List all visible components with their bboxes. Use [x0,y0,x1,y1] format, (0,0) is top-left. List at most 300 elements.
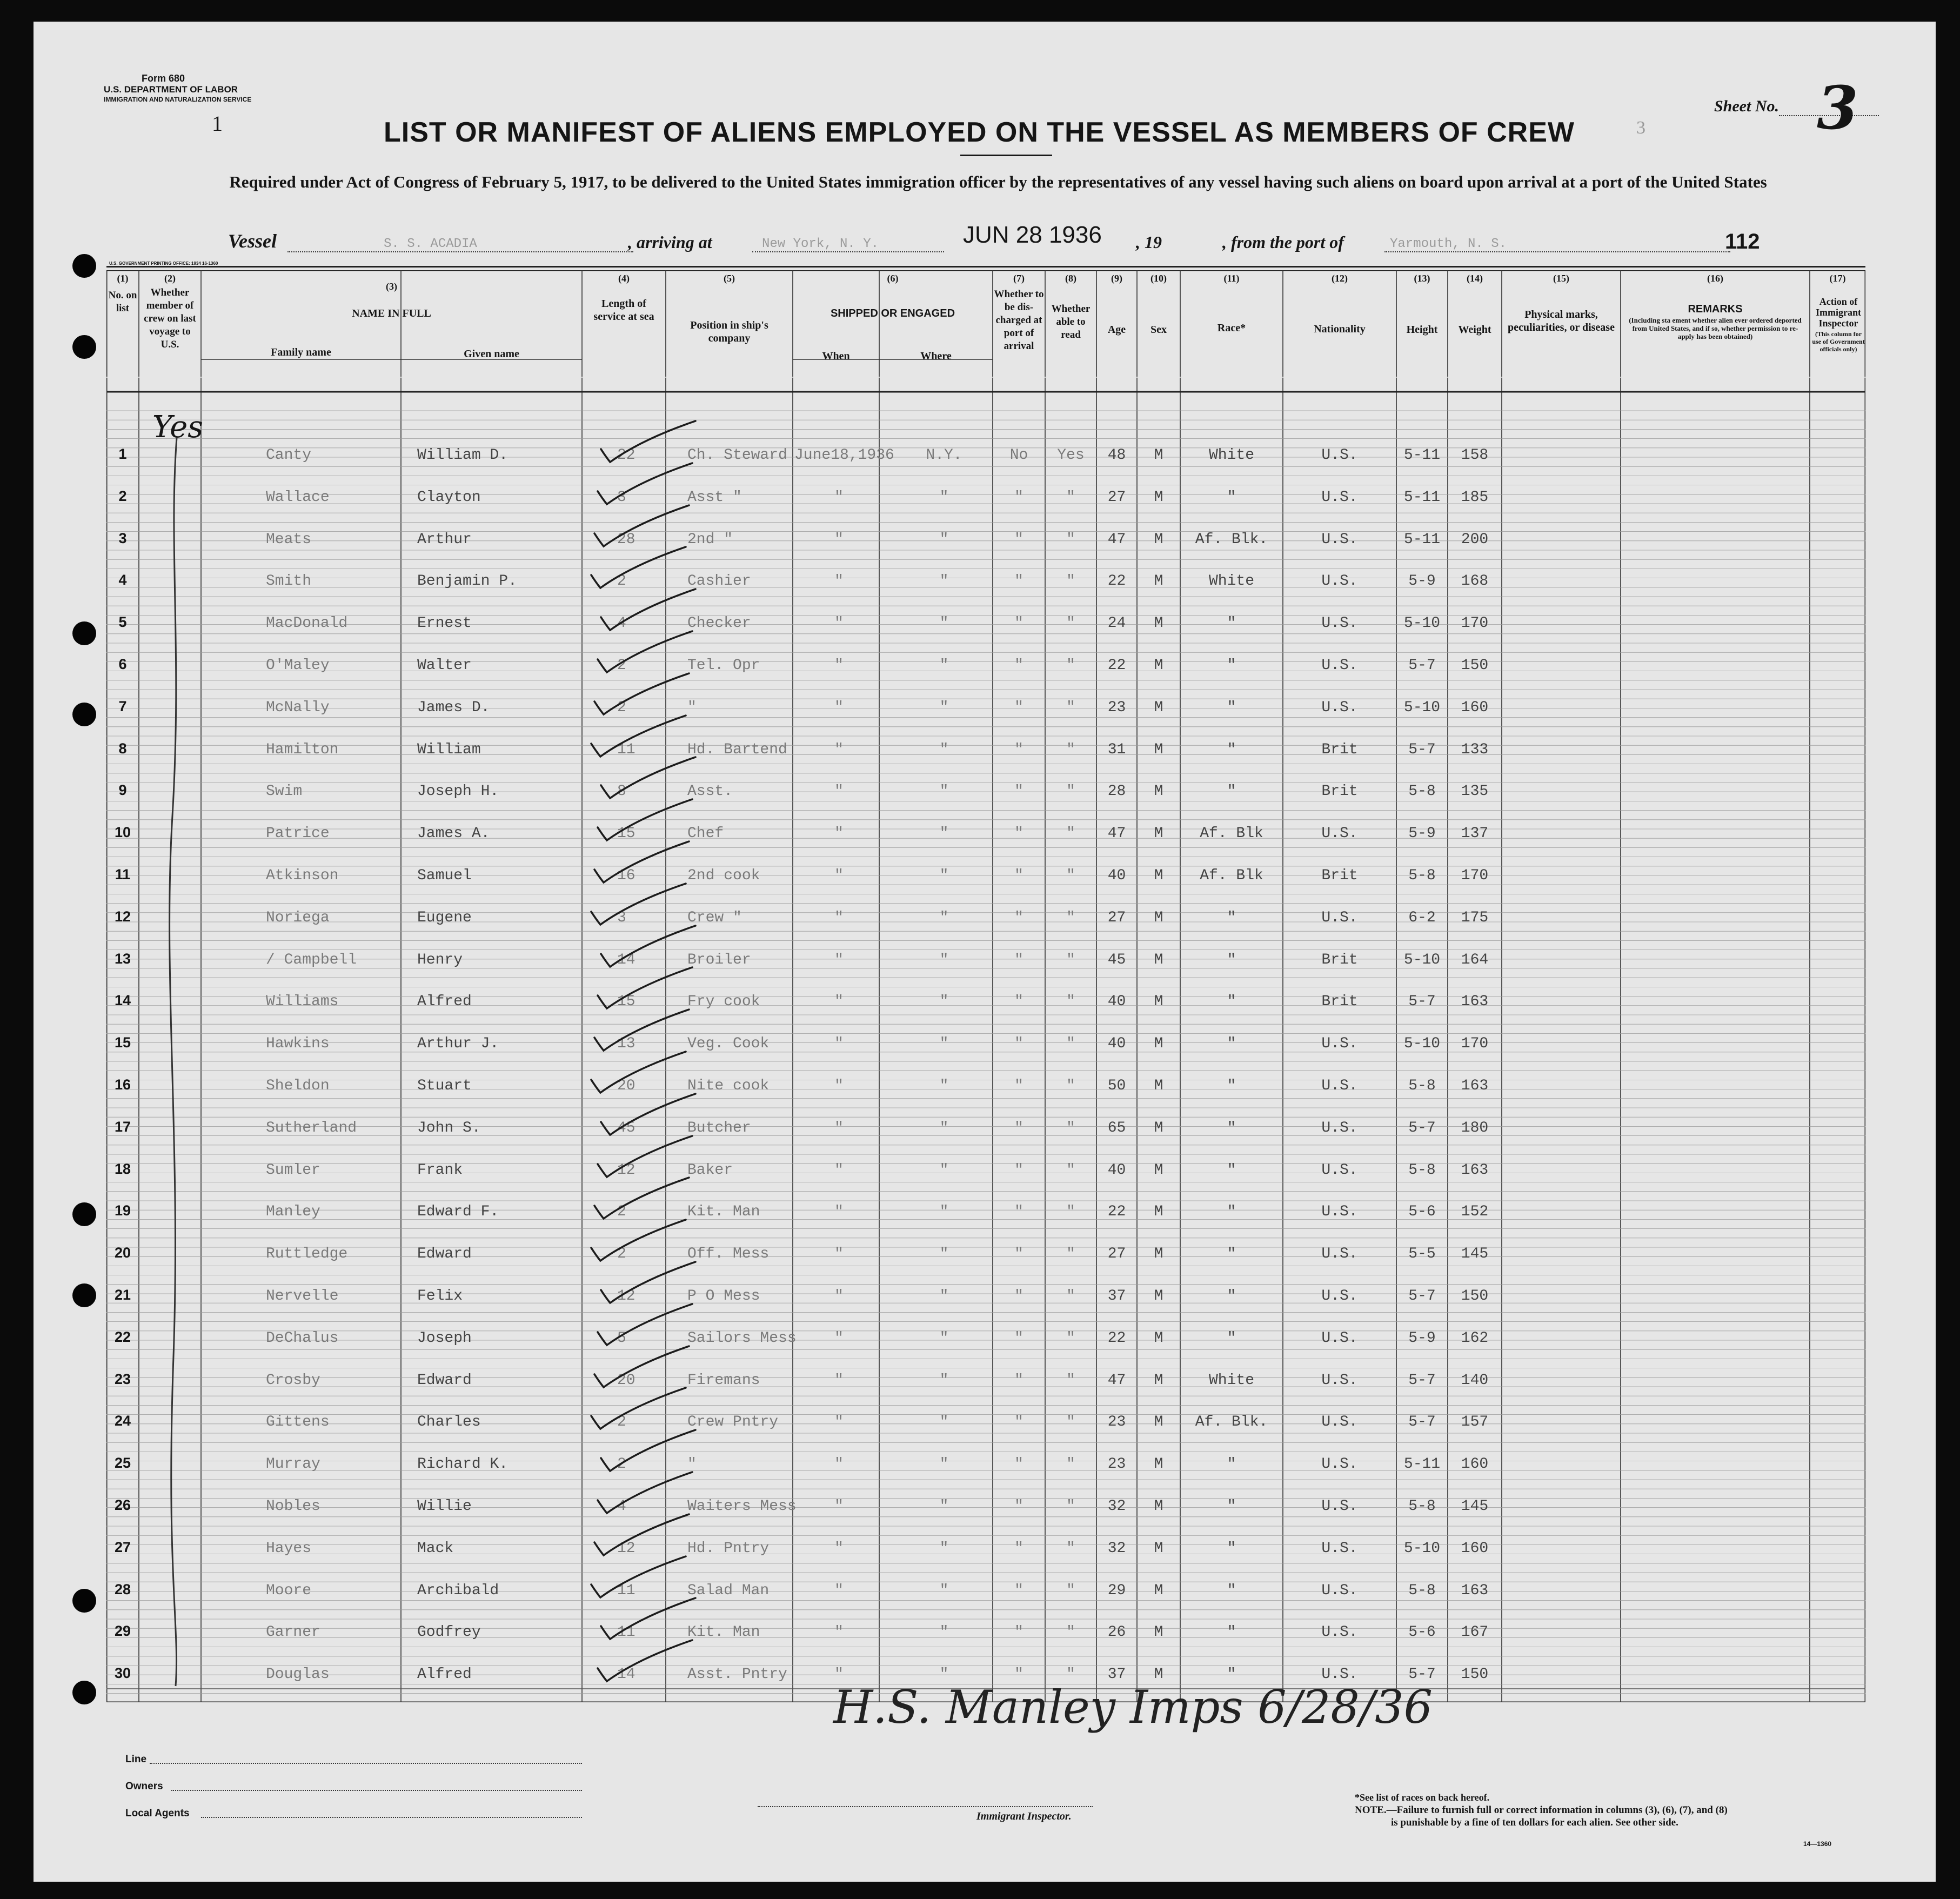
cell-position: Kit. Man [687,1203,760,1221]
cell-discharged: " [1014,1582,1024,1599]
cell-discharged: " [1014,615,1024,632]
check-mark-icon [598,1091,701,1139]
cell-when: " [834,1203,844,1221]
cell-position: " [687,1456,697,1473]
cell-no: 26 [114,1497,131,1513]
cell-discharged: " [1014,1414,1024,1431]
check-mark-stroke [591,1220,686,1261]
cell-race: " [1227,1456,1236,1473]
inspector-label: Immigrant Inspector. [976,1810,1072,1822]
cell-nationality: U.S. [1321,1035,1358,1053]
cell-nationality: U.S. [1321,1078,1358,1094]
cell-position: Kit. Man [687,1624,760,1641]
check-mark-icon [588,1385,691,1433]
line-label: Line [125,1754,147,1765]
year-label: , 19 [1136,232,1162,252]
last-voyage-mark: Yes [152,410,203,445]
check-mark-stroke [598,631,692,672]
cell-weight: 163 [1461,1582,1489,1599]
cell-no: 27 [114,1539,131,1555]
cell-height: 5-8 [1408,1498,1436,1515]
cell-family: Patrice [266,825,330,842]
cell-position: Baker [687,1161,733,1179]
col-header-name: NAME IN FULL [352,307,431,319]
cell-nationality: U.S. [1321,1540,1358,1557]
binder-hole [72,1681,96,1704]
cell-height: 5-7 [1408,1666,1436,1683]
cell-height: 5-9 [1408,573,1436,590]
cell-age: 37 [1107,1666,1126,1683]
cell-service: 2 [617,657,626,674]
cell-race: " [1227,1203,1236,1221]
cell-where: " [939,1372,949,1389]
cell-race: " [1227,489,1236,506]
cell-height: 5-10 [1403,1540,1441,1557]
cell-discharged: " [1014,993,1024,1011]
cell-position: Waiters Mess [687,1498,797,1515]
cell-height: 5-11 [1403,1456,1441,1473]
cell-discharged: " [1014,1119,1024,1136]
cell-no: 21 [114,1287,131,1303]
cell-weight: 168 [1461,573,1489,590]
cell-weight: 163 [1461,993,1489,1011]
cell-given: James D. [417,699,490,716]
cell-discharged: " [1014,1203,1024,1221]
race-note: *See list of races on back hereof. [1355,1792,1490,1803]
cell-given: Edward [417,1246,472,1263]
cell-nationality: U.S. [1321,531,1358,548]
check-mark-stroke [598,1136,692,1177]
cell-position: Sailors Mess [687,1329,797,1347]
cell-discharged: " [1014,741,1024,758]
printing-line: U.S. GOVERNMENT PRINTING OFFICE: 1934 16-1360 [109,261,218,266]
cell-nationality: Brit [1321,867,1358,884]
cell-family: Manley [266,1203,320,1221]
cell-age: 47 [1107,1372,1126,1389]
cell-read: " [1066,1624,1075,1641]
colnum-11: (11) [1223,273,1240,284]
cell-service: 16 [617,867,636,884]
cell-given: Alfred [417,993,472,1011]
cell-when: " [834,489,844,506]
cell-when: " [834,1456,844,1473]
check-mark-icon [588,1048,691,1097]
cell-when: " [834,657,844,674]
check-mark-icon [592,1511,694,1560]
cell-weight: 164 [1461,951,1489,968]
cell-when: " [834,699,844,716]
cell-discharged: " [1014,1078,1024,1094]
check-mark-icon [598,922,701,971]
cell-weight: 133 [1461,741,1489,758]
cell-given: Richard K. [417,1456,509,1473]
cell-where: N.Y. [926,447,962,464]
page-subtitle: Required under Act of Congress of February 5, 1917, to be delivered to the United States immigration officer by the representatives of any vessel having such aliens on board upon arrival at a port of the United States [229,172,1767,191]
cell-family: Murray [266,1456,320,1473]
cell-age: 27 [1107,1246,1126,1263]
arriving-label: , arriving at [628,232,712,252]
col-header-position: Position in ship's company [690,319,768,344]
cell-family: Smith [266,573,312,590]
cell-service: 11 [617,741,636,758]
cell-discharged: No [1009,447,1028,464]
cell-sex: M [1154,825,1163,842]
cell-no: 16 [114,1076,131,1093]
cell-race: " [1227,1246,1236,1263]
cell-family: Douglas [266,1666,330,1683]
cell-no: 18 [114,1160,131,1177]
cell-no: 7 [118,698,127,714]
cell-nationality: U.S. [1321,1498,1358,1515]
cell-age: 23 [1107,1456,1126,1473]
cell-family: Hayes [266,1540,312,1557]
col-header-weight: Weight [1458,324,1491,336]
cell-service: 2 [617,699,626,716]
check-mark-stroke [598,1304,692,1345]
cell-read: " [1066,1582,1075,1599]
cell-race: Af. Blk. [1195,531,1268,548]
cell-family: Swim [266,783,303,800]
cell-no: 24 [114,1413,131,1429]
cell-when: " [834,531,844,548]
col-header-shipped: SHIPPED OR ENGAGED [830,307,955,319]
colnum-12: (12) [1332,273,1348,284]
cell-service: 20 [617,1078,636,1094]
cell-family: Moore [266,1582,312,1599]
cell-given: Clayton [417,489,481,506]
cell-read: " [1066,1414,1075,1431]
cell-height: 5-7 [1408,1372,1436,1389]
cell-age: 45 [1107,951,1126,968]
check-mark-stroke [601,1094,695,1135]
cell-position: Ch. Steward [687,447,787,464]
cell-no: 6 [118,656,127,672]
owners-label: Owners [125,1781,163,1792]
cell-sex: M [1154,1119,1163,1136]
cell-position: Off. Mess [687,1246,770,1263]
cell-no: 1 [118,446,127,462]
cell-when: " [834,825,844,842]
cell-height: 5-7 [1408,1414,1436,1431]
cell-age: 40 [1107,867,1126,884]
cell-when: " [834,1582,844,1599]
cell-nationality: Brit [1321,741,1358,758]
cell-race: " [1227,1329,1236,1347]
check-mark-stroke [601,757,695,798]
header-rule [106,266,1865,268]
cell-service: 3 [617,489,626,506]
fine-note-2: is punishable by a fine of ten dollars for each alien. See other side. [1391,1817,1678,1828]
cell-when: " [834,1161,844,1179]
title-rule [960,155,1052,156]
check-mark-icon [598,1259,701,1307]
cell-age: 50 [1107,1078,1126,1094]
cell-service: 8 [617,783,626,800]
cell-weight: 162 [1461,1329,1489,1347]
from-port: Yarmouth, N. S. [1390,237,1507,251]
check-mark-icon [588,1216,691,1265]
cell-position: Firemans [687,1372,760,1389]
check-mark-stroke [594,1009,689,1051]
cell-service: 4 [617,615,626,632]
cell-read: " [1066,1119,1075,1136]
cell-nationality: U.S. [1321,1582,1358,1599]
cell-race: " [1227,1035,1236,1053]
cell-sex: M [1154,1414,1163,1431]
check-mark-stroke [594,1346,689,1387]
cell-sex: M [1154,531,1163,548]
cell-position: Salad Man [687,1582,770,1599]
agents-label: Local Agents [125,1808,190,1819]
from-label: , from the port of [1222,232,1344,252]
cell-read: " [1066,1078,1075,1094]
cell-weight: 185 [1461,489,1489,506]
cell-position: P O Mess [687,1288,760,1305]
sheet-label: Sheet No. [1714,97,1779,115]
cell-race: " [1227,657,1236,674]
cell-position: Asst. Pntry [687,1666,787,1683]
cell-sex: M [1154,909,1163,926]
cell-service: 2 [617,573,626,590]
cell-age: 23 [1107,699,1126,716]
check-mark-icon [595,964,698,1013]
cell-given: James A. [417,825,490,842]
cell-service: 2 [617,1246,626,1263]
cell-given: Arthur [417,531,472,548]
cell-family: Wallace [266,489,330,506]
cell-family: Atkinson [266,867,339,884]
col-header-physical: Physical marks, peculiarities, or disease [1508,309,1615,333]
cell-age: 29 [1107,1582,1126,1599]
cell-given: Walter [417,657,472,674]
cell-no: 25 [114,1455,131,1472]
check-mark-icon [595,1637,698,1686]
cell-height: 5-11 [1403,489,1441,506]
cell-discharged: " [1014,1498,1024,1515]
cell-weight: 150 [1461,1666,1489,1683]
cell-race: White [1208,447,1254,464]
cell-nationality: U.S. [1321,909,1358,926]
cell-race: " [1227,1288,1236,1305]
check-mark-stroke [598,1640,692,1681]
cell-position: " [687,699,697,716]
col-header-nationality: Nationality [1314,323,1366,335]
check-mark-icon [598,1427,701,1475]
check-mark-icon [595,628,698,677]
cell-given: William [417,741,481,758]
cell-position: Veg. Cook [687,1035,770,1053]
check-mark-icon [588,712,691,761]
cell-height: 5-8 [1408,1161,1436,1179]
cell-position: Cashier [687,573,751,590]
cell-position: Checker [687,615,751,632]
cell-weight: 150 [1461,657,1489,674]
check-mark-icon [595,460,698,509]
col-header-height: Height [1406,324,1438,336]
cell-service: 4 [617,1498,626,1515]
check-mark-stroke [594,1514,689,1555]
cell-discharged: " [1014,1372,1024,1389]
cell-service: 15 [617,825,636,842]
cell-age: 37 [1107,1288,1126,1305]
cell-service: 14 [617,951,636,968]
check-mark-stroke [601,1430,695,1471]
cell-weight: 157 [1461,1414,1489,1431]
cell-nationality: U.S. [1321,447,1358,464]
cell-when: " [834,1666,844,1683]
cell-position: Crew Pntry [687,1414,779,1431]
cell-no: 22 [114,1328,131,1345]
binder-hole [72,1283,96,1307]
arriving-port: New York, N. Y. [762,237,879,251]
cell-sex: M [1154,1035,1163,1053]
check-mark-icon [598,754,701,803]
cell-service: 28 [617,531,636,548]
check-mark-stroke [594,505,689,546]
cell-when: " [834,1372,844,1389]
last-voyage-bracket [166,438,188,1691]
cell-service: 2 [617,1203,626,1221]
colnum-7: (7) [1013,273,1025,284]
cell-when: " [834,1498,844,1515]
cell-age: 47 [1107,531,1126,548]
cell-no: 17 [114,1118,131,1135]
cell-service: 5 [617,1329,626,1347]
arrival-date-stamp: JUN 28 1936 [963,222,1102,248]
cell-sex: M [1154,657,1163,674]
cell-read: " [1066,1540,1075,1557]
cell-no: 4 [118,572,127,589]
cell-family: DeChalus [266,1329,339,1347]
cell-family: / Campbell [266,951,357,968]
form-number: Form 680 [142,73,185,84]
cell-no: 19 [114,1202,131,1219]
cell-given: Joseph H. [417,783,499,800]
check-mark-icon [588,544,691,592]
cell-sex: M [1154,1329,1163,1347]
cell-discharged: " [1014,783,1024,800]
cell-height: 6-2 [1408,909,1436,926]
cell-family: McNally [266,699,330,716]
cell-sex: M [1154,615,1163,632]
cell-where: " [939,993,949,1011]
cell-when: " [834,951,844,968]
check-mark-stroke [601,1598,695,1639]
cell-discharged: " [1014,1540,1024,1557]
cell-read: " [1066,1288,1075,1305]
cell-age: 40 [1107,1035,1126,1053]
binder-hole [72,254,96,278]
cell-height: 5-7 [1408,741,1436,758]
colnum-13: (13) [1414,273,1430,284]
col-header-race: Race* [1217,322,1246,334]
cell-when: " [834,1540,844,1557]
cell-no: 15 [114,1034,131,1051]
check-mark-stroke [598,1472,692,1513]
cell-nationality: Brit [1321,993,1358,1011]
cell-age: 32 [1107,1498,1126,1515]
cell-position: Asst. [687,783,733,800]
cell-age: 27 [1107,489,1126,506]
list-number: 112 [1725,230,1760,253]
cell-nationality: U.S. [1321,1456,1358,1473]
check-mark-icon [588,1553,691,1602]
cell-position: Broiler [687,951,751,968]
cell-when: " [834,1624,844,1641]
check-mark-stroke [601,589,695,630]
colnum-6: (6) [887,273,899,284]
cell-position: Hd. Pntry [687,1540,770,1557]
cell-when: " [834,1288,844,1305]
check-mark-stroke [594,673,689,714]
cell-age: 28 [1107,783,1126,800]
cell-family: Nobles [266,1498,320,1515]
cell-where: " [939,489,949,506]
col-header-no: No. on list [108,290,137,314]
cell-discharged: " [1014,1161,1024,1179]
cell-sex: M [1154,1540,1163,1557]
check-mark-icon [595,1133,698,1181]
cell-family: Canty [266,447,312,464]
cell-race: " [1227,1119,1236,1136]
cell-height: 5-8 [1408,1078,1436,1094]
cell-age: 48 [1107,447,1126,464]
cell-family: Gittens [266,1414,330,1431]
cell-position: Asst " [687,489,742,506]
binder-hole [72,1202,96,1226]
cell-where: " [939,657,949,674]
cell-given: Henry [417,951,463,968]
cell-age: 23 [1107,1414,1126,1431]
cell-race: " [1227,1078,1236,1094]
cell-discharged: " [1014,699,1024,716]
cell-no: 5 [118,614,127,631]
cell-no: 29 [114,1623,131,1640]
check-mark-stroke [598,463,692,504]
check-mark-icon [598,1595,701,1643]
cell-sex: M [1154,741,1163,758]
cell-sex: M [1154,447,1163,464]
owners-field [171,1790,582,1791]
cell-sex: M [1154,1288,1163,1305]
cell-sex: M [1154,1582,1163,1599]
cell-sex: M [1154,699,1163,716]
cell-weight: 160 [1461,699,1489,716]
cell-when: " [834,1078,844,1094]
cell-position: 2nd " [687,531,733,548]
cell-family: Noriega [266,909,330,926]
cell-when: " [834,615,844,632]
cell-read: " [1066,1329,1075,1347]
cell-weight: 180 [1461,1119,1489,1136]
cell-service: 13 [617,1035,636,1053]
cell-position: Tel. Opr [687,657,760,674]
cell-when: " [834,1329,844,1347]
cell-given: Willie [417,1498,472,1515]
line-field [150,1763,582,1764]
cell-discharged: " [1014,1329,1024,1347]
arriving-line [752,251,944,252]
check-mark-icon [592,1006,694,1055]
cell-nationality: U.S. [1321,1288,1358,1305]
cell-discharged: " [1014,1035,1024,1053]
cell-position: 2nd cook [687,867,760,884]
cell-sex: M [1154,1372,1163,1389]
cell-nationality: U.S. [1321,657,1358,674]
cell-no: 14 [114,992,131,1009]
cell-given: Felix [417,1288,463,1305]
cell-when: " [834,741,844,758]
